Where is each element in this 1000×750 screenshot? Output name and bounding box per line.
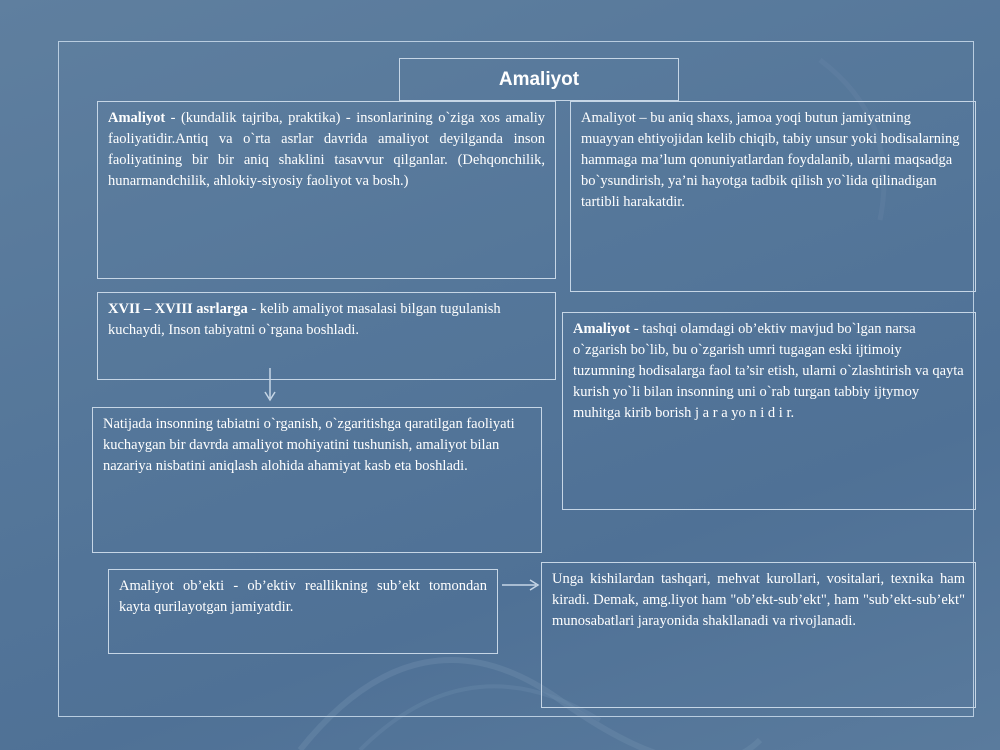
result-box: [92, 407, 542, 553]
result-box-text: Natijada insonning tabiatni o`rganish, o`zgaritishga qaratilgan faoliyati kuchaygan bir davrda amaliyot mohiyatini tushunish, amaliyot bilan nazariya nisbatini aniqlash alohida ahamiyat kasb eta boshladi.: [103, 416, 515, 474]
tools-box: [541, 562, 976, 708]
definition-box-1: [97, 101, 556, 279]
definition-box-3-text: - tashqi olamdagi ob’ektiv mavjud bo`lgan narsa o`zgarish bo`lib, bu o`zgarish umri tugagan eski ijtimoiy tuzumning hodisalarga faol ta’sir etish, ularni o`zlashtirish va qayta kurish yo`li bilan insonning uni o`rab turgan tabbiy ijtymoy muhitga kirib borish j a r a yo n i d i r.: [573, 321, 964, 421]
definition-box-2: [570, 101, 976, 292]
right-arrow-icon: [500, 577, 540, 593]
history-box: [97, 292, 556, 380]
definition-box-1-term: Amaliyot: [108, 110, 166, 126]
tools-box-text: Unga kishilardan tashqari, mehvat kurollari, vositalari, texnika ham kiradi. Demak, amg.liyot ham "ob’ekt-sub’ekt", ham "sub’ekt-sub’ekt" munosabatlari jarayonida shakllanadi va rivojlanadi.: [552, 571, 965, 629]
down-arrow-icon: [262, 368, 278, 402]
history-box-text: - kelib amaliyot masalasi bilgan tugulanish kuchaydi, Inson tabiyatni o`rgana boshladi.: [108, 301, 501, 338]
page-title: Amaliyot: [399, 58, 679, 101]
object-box: [108, 569, 498, 654]
object-box-text: Amaliyot ob’ekti - ob’ektiv reallikning sub’ekt tomondan kayta qurilayotgan jamiyatdir.: [119, 578, 487, 615]
definition-box-3: [562, 312, 976, 510]
definition-box-1-text: - (kundalik tajriba, praktika) - insonlarining o`ziga xos amaliy faoliyatidir.Antiq va o`rta asrlar davrida amaliyot deyilganda inson faoliyatining bir bir aniq shaklini tasavvur qilganlar. (Dehqonchilik, hunarmandchilik, ahlokiy-siyosiy faoliyot va bosh.): [108, 110, 545, 189]
history-box-term: XVII – XVIII asrlarga: [108, 301, 248, 317]
definition-box-2-text: Amaliyot – bu aniq shaxs, jamoa yoqi butun jamiyatning muayyan ehtiyojidan kelib chiqib, tabiy unsur yoki hodisalarning hammaga ma’lum qonuniyatlardan foydalanib, ularni maqsadga bo`ysundirish, ya’ni hayotga tadbik qilish yo`lida qilinadigan tartibli harakatdir.: [581, 110, 960, 210]
definition-box-3-term: Amaliyot: [573, 321, 631, 337]
